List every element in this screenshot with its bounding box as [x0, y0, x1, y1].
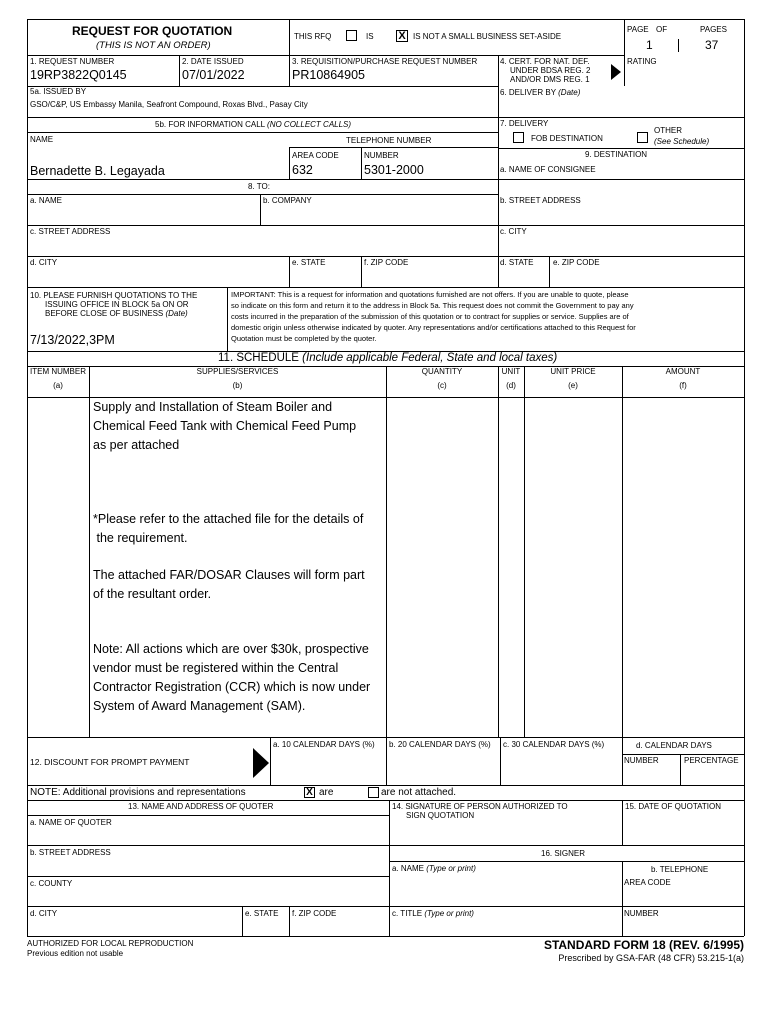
consignee-label: a. NAME OF CONSIGNEE — [500, 165, 596, 174]
to-company-label: b. COMPANY — [263, 196, 312, 205]
rule — [27, 194, 498, 195]
fob-destination-checkbox[interactable] — [513, 132, 524, 143]
rule — [498, 366, 499, 737]
col-quantity: QUANTITY — [421, 367, 463, 376]
other-checkbox[interactable] — [637, 132, 648, 143]
cert-line3: AND/OR DMS REG. 1 — [510, 75, 590, 84]
rule — [27, 287, 744, 288]
rule — [386, 737, 387, 785]
request-number-value[interactable]: 19RP3822Q0145 — [30, 68, 127, 82]
rule — [500, 737, 501, 785]
rule — [289, 147, 498, 148]
area-code-label: AREA CODE — [292, 151, 339, 160]
are-not-label: are not attached. — [381, 787, 457, 798]
close-of-business-value[interactable]: 7/13/2022,3PM — [30, 333, 115, 347]
rule — [27, 117, 744, 118]
form-subtitle: (THIS IS NOT AN ORDER) — [96, 40, 211, 51]
rule — [289, 256, 290, 287]
important-line1: IMPORTANT: This is a request for information and quotations furnished are not offers. If you are unable to quote, please — [231, 290, 629, 299]
rule — [389, 800, 390, 936]
issued-by-value[interactable]: GSO/C&P, US Embassy Manila, Seafront Compound, Roxas Blvd., Pasay City — [30, 100, 308, 109]
col-unit: UNIT — [501, 367, 521, 376]
rule — [524, 366, 525, 737]
form-title: REQUEST FOR QUOTATION — [72, 24, 233, 38]
rule — [622, 754, 744, 755]
col-unit-price-sub: (e) — [568, 381, 578, 390]
signer-label: 16. SIGNER — [541, 849, 586, 858]
discount-30-label: c. 30 CALENDAR DAYS (%) — [503, 740, 605, 749]
footer-authorized: AUTHORIZED FOR LOCAL REPRODUCTION — [27, 939, 194, 948]
discount-10-label: a. 10 CALENDAR DAYS (%) — [273, 740, 375, 749]
rating-label: RATING — [627, 57, 657, 66]
rule — [27, 86, 498, 87]
desc-line: the requirement. — [93, 531, 188, 545]
desc-line: Contractor Registration (CCR) which is now under — [93, 680, 371, 694]
pages-label: PAGES — [700, 25, 727, 34]
signature-label-line2: SIGN QUOTATION — [406, 811, 475, 820]
rule — [622, 366, 623, 785]
desc-line: as per attached — [93, 438, 180, 452]
right-border — [744, 19, 745, 936]
to-label: 8. TO: — [248, 182, 270, 191]
rule — [389, 861, 744, 862]
dest-state-label: d. STATE — [500, 258, 534, 267]
are-not-attached-checkbox[interactable] — [368, 787, 379, 798]
info-call-label: 5b. FOR INFORMATION CALL (NO COLLECT CALLS) — [155, 120, 352, 129]
rule — [27, 225, 744, 226]
rule — [678, 39, 679, 52]
delivery-label: 7. DELIVERY — [500, 119, 549, 128]
is-not-set-aside-checkbox[interactable]: X — [396, 30, 408, 42]
to-city-label: d. CITY — [30, 258, 58, 267]
rule — [227, 287, 228, 351]
quoter-zip-label: f. ZIP CODE — [292, 909, 337, 918]
to-street-label: c. STREET ADDRESS — [30, 227, 111, 236]
signature-label: 14. SIGNATURE OF PERSON AUTHORIZED TO — [392, 802, 568, 811]
rule — [289, 19, 290, 86]
schedule-title: 11. SCHEDULE (Include applicable Federal, State and local taxes) — [218, 352, 558, 364]
rule — [27, 800, 744, 801]
dest-street-label: b. STREET ADDRESS — [500, 196, 581, 205]
quoter-label: 13. NAME AND ADDRESS OF QUOTER — [128, 802, 274, 811]
rule — [622, 800, 623, 845]
contact-name-value[interactable]: Bernadette B. Legayada — [30, 164, 165, 178]
of-label: OF — [656, 25, 668, 34]
cert-line2: UNDER BDSA REG. 2 — [510, 66, 591, 75]
rule — [89, 366, 90, 737]
page-number: 1 — [646, 38, 653, 52]
discount-percentage-label: PERCENTAGE — [684, 756, 739, 765]
dest-city-label: c. CITY — [500, 227, 527, 236]
signer-telephone-label: b. TELEPHONE — [651, 865, 709, 874]
rule — [498, 55, 499, 117]
issued-by-label: 5a. ISSUED BY — [30, 87, 87, 96]
col-amount: AMOUNT — [665, 367, 701, 376]
quoter-name-label: a. NAME OF QUOTER — [30, 818, 112, 827]
rule — [27, 256, 744, 257]
signer-number-label: NUMBER — [624, 909, 659, 918]
rule — [622, 861, 623, 936]
desc-line: vendor must be registered within the Central — [93, 661, 339, 675]
is-set-aside-checkbox[interactable] — [346, 30, 357, 41]
page-label: PAGE — [627, 25, 649, 34]
rfq-label: THIS RFQ — [294, 32, 332, 41]
desc-line: *Please refer to the attached file for the details of — [93, 512, 364, 526]
rule — [179, 55, 180, 86]
phone-number-value[interactable]: 5301-2000 — [364, 163, 424, 177]
col-unit-sub: (d) — [506, 381, 516, 390]
rule — [27, 876, 389, 877]
telephone-label: TELEPHONE NUMBER — [346, 136, 432, 145]
col-amount-sub: (f) — [679, 381, 687, 390]
desc-line: System of Award Management (SAM). — [93, 699, 306, 713]
top-border — [27, 19, 744, 20]
quoter-county-label: c. COUNTY — [30, 879, 73, 888]
rule — [361, 147, 362, 179]
rule — [624, 19, 625, 86]
rule — [289, 906, 290, 936]
col-supplies: SUPPLIES/SERVICES — [196, 367, 279, 376]
important-line4: domestic origin unless otherwise indicated by quoter. Any representations and/or certifications attached to this Request for — [231, 323, 636, 332]
signer-title-label: c. TITLE (Type or print) — [392, 909, 474, 918]
rule — [289, 147, 290, 179]
area-code-value[interactable]: 632 — [292, 163, 313, 177]
form-number: STANDARD FORM 18 (REV. 6/1995) — [543, 938, 744, 952]
desc-line: Note: All actions which are over $30k, prospective — [93, 642, 369, 656]
bottom-border — [27, 936, 744, 937]
rule — [27, 815, 389, 816]
block10-line1: 10. PLEASE FURNISH QUOTATIONS TO THE — [30, 291, 198, 300]
col-quantity-sub: (c) — [437, 381, 447, 390]
rule — [270, 737, 271, 785]
arrow-icon — [253, 748, 269, 778]
are-label: are — [319, 787, 334, 798]
fob-destination-label: FOB DESTINATION — [531, 134, 603, 143]
block10-line3: BEFORE CLOSE OF BUSINESS (Date) — [45, 309, 188, 318]
quoter-state-label: e. STATE — [245, 909, 279, 918]
rule — [27, 906, 744, 907]
arrow-icon — [611, 64, 621, 80]
important-line2: so indicate on this form and return it to the address in Block 5a. This request does not commit the Government to pay any — [231, 301, 634, 310]
number-label: NUMBER — [364, 151, 399, 160]
calendar-days-label: d. CALENDAR DAYS — [636, 741, 712, 750]
deliver-by-label: 6. DELIVER BY (Date) — [500, 88, 581, 97]
rule — [27, 179, 744, 180]
date-issued-value[interactable]: 07/01/2022 — [182, 68, 245, 82]
are-attached-checkbox[interactable]: X — [304, 787, 315, 798]
rule — [498, 148, 744, 149]
rule — [680, 754, 681, 785]
rule — [27, 55, 624, 56]
name-label: NAME — [30, 135, 54, 144]
col-supplies-sub: (b) — [232, 381, 243, 390]
col-item-number: ITEM NUMBER — [30, 367, 86, 376]
rule — [361, 256, 362, 287]
signer-name-label: a. NAME (Type or print) — [392, 864, 476, 873]
important-line3: costs incurred in the preparation of the submission of this quotation or to contract for supplies or service. Supplies are of — [231, 312, 629, 321]
destination-label: 9. DESTINATION — [585, 150, 648, 159]
to-zip-label: f. ZIP CODE — [364, 258, 409, 267]
desc-line: The attached FAR/DOSAR Clauses will form part — [93, 568, 365, 582]
left-border — [27, 19, 28, 936]
dest-zip-label: e. ZIP CODE — [553, 258, 600, 267]
discount-20-label: b. 20 CALENDAR DAYS (%) — [389, 740, 491, 749]
note-label: NOTE: Additional provisions and representations — [30, 787, 246, 798]
signer-area-code-label: AREA CODE — [624, 878, 671, 887]
total-pages: 37 — [705, 38, 719, 52]
requisition-label: 3. REQUISITION/PURCHASE REQUEST NUMBER — [292, 57, 478, 66]
requisition-value[interactable]: PR10864905 — [292, 68, 365, 82]
quoter-city-label: d. CITY — [30, 909, 58, 918]
rule — [27, 845, 744, 846]
desc-line: of the resultant order. — [93, 587, 212, 601]
footer-previous-edition: Previous edition not usable — [27, 949, 124, 958]
date-issued-label: 2. DATE ISSUED — [182, 57, 244, 66]
important-line5: Quotation must be completed by the quoter. — [231, 334, 377, 343]
discount-number-label: NUMBER — [624, 756, 659, 765]
discount-label: 12. DISCOUNT FOR PROMPT PAYMENT — [30, 757, 190, 767]
desc-line: Chemical Feed Tank with Chemical Feed Pump — [93, 419, 357, 433]
cert-label: 4. CERT. FOR NAT. DEF. — [500, 57, 590, 66]
rule — [27, 132, 498, 133]
col-item-sub: (a) — [53, 381, 63, 390]
date-of-quotation-label: 15. DATE OF QUOTATION — [625, 802, 722, 811]
to-state-label: e. STATE — [292, 258, 326, 267]
is-not-label: IS NOT A SMALL BUSINESS SET-ASIDE — [413, 32, 562, 41]
prescribed-by: Prescribed by GSA-FAR (48 CFR) 53.215-1(a) — [558, 953, 744, 963]
see-schedule-label: (See Schedule) — [654, 137, 710, 146]
rule — [386, 366, 387, 737]
other-label: OTHER — [654, 126, 682, 135]
col-unit-price: UNIT PRICE — [550, 367, 596, 376]
rule — [498, 117, 499, 287]
rule — [549, 256, 550, 287]
rule — [242, 906, 243, 936]
request-number-label: 1. REQUEST NUMBER — [30, 57, 115, 66]
rule — [260, 194, 261, 225]
desc-line: Supply and Installation of Steam Boiler and — [93, 400, 333, 414]
block10-line2: ISSUING OFFICE IN BLOCK 5a ON OR — [45, 300, 189, 309]
rule — [27, 785, 744, 786]
is-label: IS — [366, 32, 374, 41]
to-name-label: a. NAME — [30, 196, 63, 205]
quoter-street-label: b. STREET ADDRESS — [30, 848, 111, 857]
